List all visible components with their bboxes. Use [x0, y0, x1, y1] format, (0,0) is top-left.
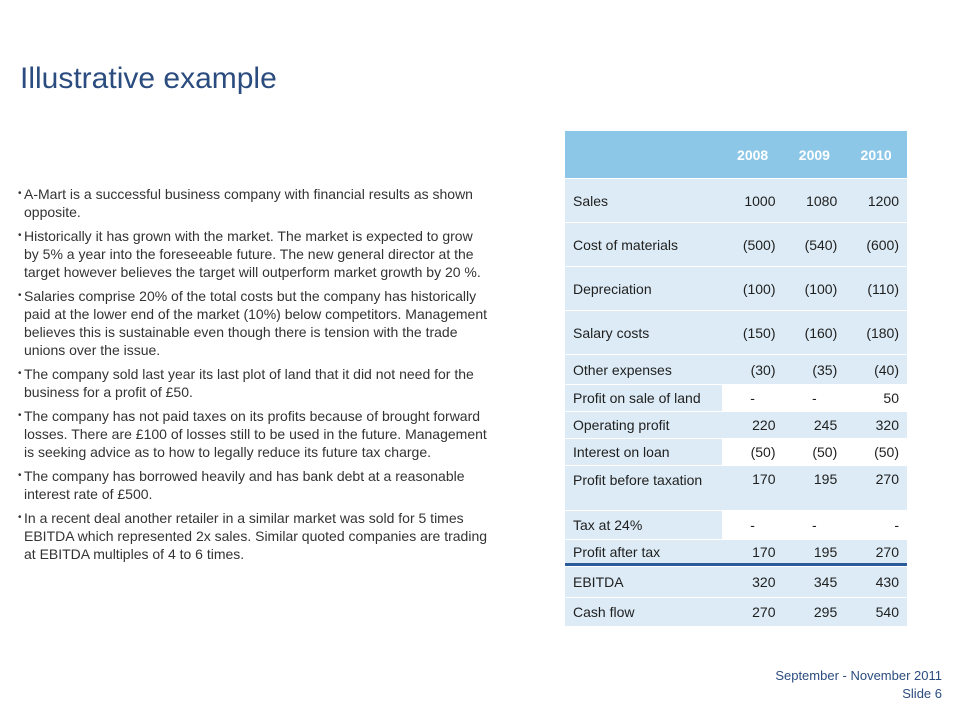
bullet-dot-icon: • [18, 512, 22, 523]
row-label: Profit on sale of land [565, 385, 722, 411]
row-label: Tax at 24% [565, 511, 722, 539]
cell-value: 195 [784, 466, 846, 510]
table-row [565, 267, 907, 310]
cell-value: (600) [845, 223, 907, 266]
cell-value: (50) [784, 439, 846, 465]
cell-value: 430 [845, 567, 907, 597]
cell-value: - [845, 511, 907, 539]
table-row [565, 311, 907, 354]
table-row [565, 385, 907, 411]
cell-value: 540 [845, 598, 907, 626]
bullet-item [18, 287, 488, 359]
row-label: Profit before taxation [565, 466, 722, 510]
table-row [565, 598, 907, 626]
cell-value: - [784, 385, 846, 411]
bullet-dot-icon: • [18, 188, 22, 199]
cell-value: 195 [784, 540, 846, 566]
row-label: Sales [565, 179, 722, 222]
row-label: Cost of materials [565, 223, 722, 266]
cell-value: 1080 [784, 179, 846, 222]
slide-footer [775, 667, 942, 703]
cell-value: (180) [845, 311, 907, 354]
bullet-text: The company has borrowed heavily and has bank debt at a reasonable interest rate of £500. [24, 468, 465, 502]
bullet-item [18, 365, 488, 401]
bullet-dot-icon: • [18, 368, 22, 379]
table-row [565, 540, 907, 566]
cell-value: (540) [784, 223, 846, 266]
cell-value: - [722, 511, 784, 539]
cell-value: 245 [784, 412, 846, 438]
cell-value: 345 [784, 567, 846, 597]
row-label: Profit after tax [565, 540, 722, 566]
row-label: Depreciation [565, 267, 722, 310]
cell-value: (30) [722, 355, 784, 384]
row-label: Cash flow [565, 598, 722, 626]
row-label: Other expenses [565, 355, 722, 384]
row-label: EBITDA [565, 567, 722, 597]
table-row [565, 412, 907, 438]
table-header-row [565, 131, 907, 178]
cell-value: 270 [845, 540, 907, 566]
cell-value: (160) [784, 311, 846, 354]
table-row [565, 439, 907, 465]
cell-value: 1000 [722, 179, 784, 222]
row-label: Interest on loan [565, 439, 722, 465]
cell-value: (35) [784, 355, 846, 384]
cell-value: (110) [845, 267, 907, 310]
slide-number: Slide 6 [902, 686, 942, 701]
cell-value: (50) [722, 439, 784, 465]
bullet-text: Salaries comprise 20% of the total costs but the company has historically paid at the lower end of the market (10%) below competitors. Management believes this is sustainable even though there is tension with the trade unions over the issue. [24, 288, 488, 358]
bullet-item [18, 407, 488, 461]
cell-value: (100) [784, 267, 846, 310]
cell-value: 170 [722, 466, 784, 510]
table-row [565, 466, 907, 510]
cell-value: 320 [722, 567, 784, 597]
cell-value: 1200 [845, 179, 907, 222]
cell-value: (100) [722, 267, 784, 310]
cell-value: 295 [784, 598, 846, 626]
bullet-text: In a recent deal another retailer in a similar market was sold for 5 times EBITDA which represented 2x sales. Similar quoted companies are trading at EBITDA multiples of 4 to 6 times. [24, 510, 488, 562]
financial-results-table [565, 130, 907, 627]
bullet-dot-icon: • [18, 290, 22, 301]
table-row [565, 511, 907, 539]
table-row [565, 355, 907, 384]
bullet-dot-icon: • [18, 470, 22, 481]
cell-value: 220 [722, 412, 784, 438]
cell-value: 270 [845, 466, 907, 510]
year-header: 2010 [845, 131, 907, 178]
table-row [565, 223, 907, 266]
cell-value: 270 [722, 598, 784, 626]
cell-value: (500) [722, 223, 784, 266]
bullet-text: Historically it has grown with the market. The market is expected to grow by 5% a year into the foreseeable future. The new general director at the target however believes the target will outperform market growth by 20 %. [24, 228, 481, 280]
bullet-text: A-Mart is a successful business company with financial results as shown opposite. [24, 186, 473, 220]
year-header: 2008 [722, 131, 784, 178]
cell-value: 320 [845, 412, 907, 438]
row-label: Salary costs [565, 311, 722, 354]
bullet-item [18, 227, 488, 281]
cell-value: (150) [722, 311, 784, 354]
year-header: 2009 [784, 131, 846, 178]
slide-title: Illustrative example [20, 62, 277, 95]
bullet-list [18, 185, 488, 569]
cell-value: - [722, 385, 784, 411]
bullet-item [18, 185, 488, 221]
cell-value: - [784, 511, 846, 539]
bullet-dot-icon: • [18, 410, 22, 421]
bullet-dot-icon: • [18, 230, 22, 241]
bullet-item [18, 509, 488, 563]
cell-value: (50) [845, 439, 907, 465]
row-label: Operating profit [565, 412, 722, 438]
bullet-item [18, 467, 488, 503]
bullet-text: The company sold last year its last plot of land that it did not need for the business for a profit of £50. [24, 366, 474, 400]
cell-value: (40) [845, 355, 907, 384]
footer-date: September - November 2011 [775, 668, 942, 683]
bullet-text: The company has not paid taxes on its profits because of brought forward losses. There are £100 of losses still to be used in the future. Management is seeking advice as to how to legally reduce its future tax charge. [24, 408, 487, 460]
table-header-blank [565, 131, 722, 178]
cell-value: 50 [845, 385, 907, 411]
table-row [565, 179, 907, 222]
cell-value: 170 [722, 540, 784, 566]
table-row [565, 567, 907, 597]
